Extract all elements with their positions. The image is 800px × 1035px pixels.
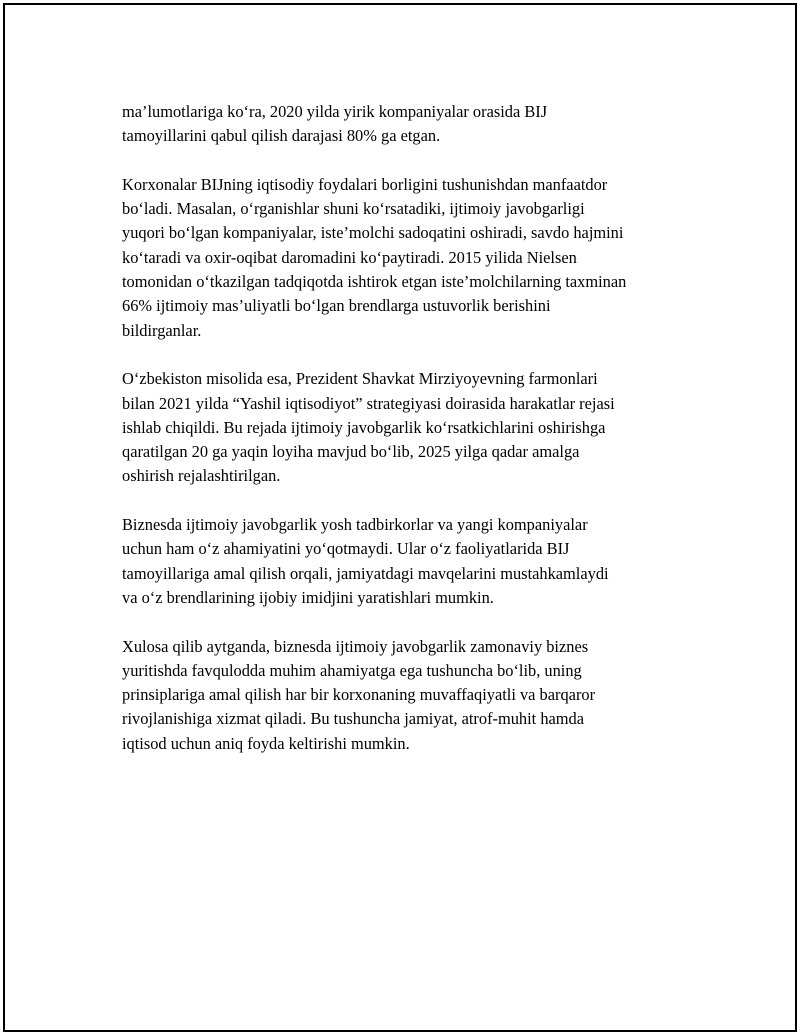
paragraph-5: Xulosa qilib aytganda, biznesda ijtimoiy javobgarlik zamonaviy biznes yuritishda favqulodda muhim ahamiyatga ega tushuncha bo‘lib, uning prinsiplariga amal qilish har bir korxonaning muvaffaqiyatli va barqaror rivojlanishiga xizmat qiladi. Bu tushuncha jamiyat, atrof-muhit hamda iqtisod uchun aniq foyda keltirishi mumkin. [122, 636, 596, 753]
paragraph-2: Korxonalar BIJning iqtisodiy foydalari borligini tushunishdan manfaatdor bo‘ladi. Masalan, o‘rganishlar shuni ko‘rsatadiki, ijtimoiy javobgarligi yuqori bo‘lgan kompaniyalar, iste’molchi sadoqatini oshiradi, savdo hajmini ko‘taradi va oxir-oqibat daromadini ko‘paytiradi. 2015 yilida Nielsen tomonidan o‘tkazilgan tadqiqotda ishtirok etgan iste’molchilarning taxminan 66% ijtimoiy mas’uliyatli bo‘lgan brendlarga ustuvorlik berishini bildirganlar. [122, 174, 627, 340]
paragraph-1: ma’lumotlariga ko‘ra, 2020 yilda yirik kompaniyalar orasida BIJ tamoyillarini qabul qilish darajasi 80% ga etgan. [122, 102, 548, 146]
document-body [122, 100, 692, 780]
paragraph-4: Biznesda ijtimoiy javobgarlik yosh tadbirkorlar va yangi kompaniyalar uchun ham o‘z ahamiyatini yo‘qotmaydi. Ular o‘z faoliyatlarida BIJ tamoyillariga amal qilish orqali, jamiyatdagi mavqelarini mustahkamlaydi va o‘z brendlarining ijobiy imidjini yaratishlari mumkin. [122, 515, 609, 607]
paragraph-3: O‘zbekiston misolida esa, Prezident Shavkat Mirziyoyevning farmonlari bilan 2021 yilda “Yashil iqtisodiyot” strategiyasi doirasida harakatlar rejasi ishlab chiqildi. Bu rejada ijtimoiy javobgarlik ko‘rsatkichlarini oshirishga qaratilgan 20 ga yaqin loyiha mavjud bo‘lib, 2025 yilga qadar amalga oshirish rejalashtirilgan. [122, 369, 615, 486]
page-frame [3, 3, 797, 1032]
